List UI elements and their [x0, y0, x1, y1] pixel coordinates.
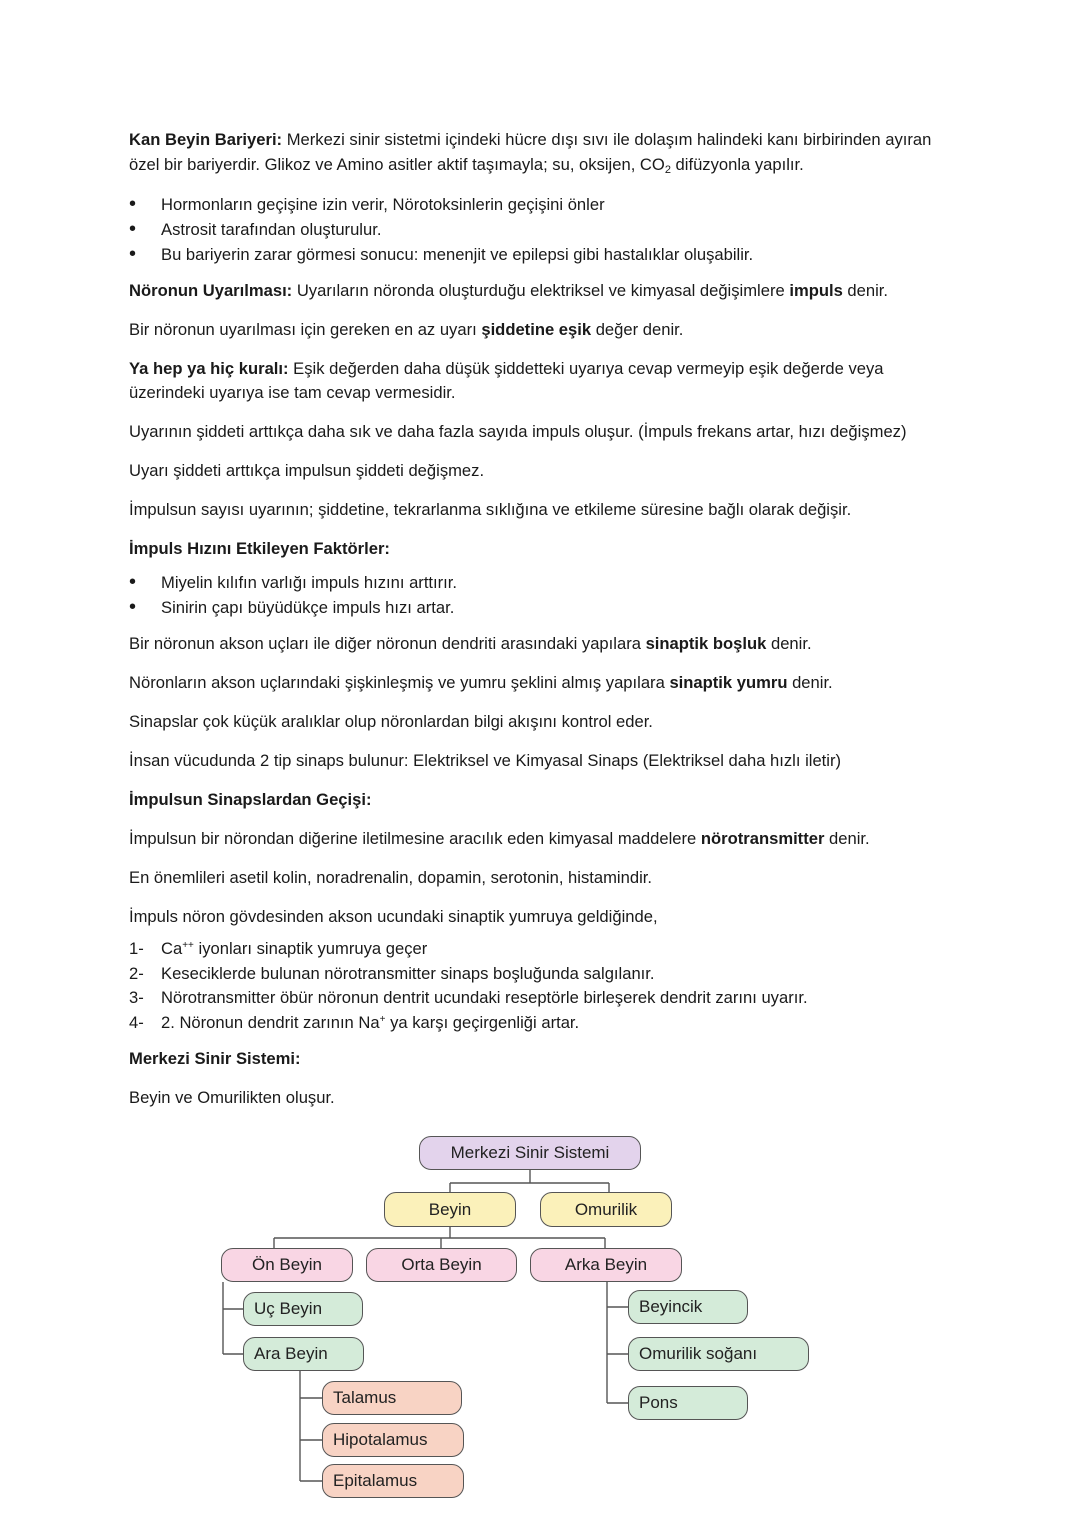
- kbb-paragraph: [129, 128, 959, 177]
- bosluk-paragraph: [129, 632, 959, 657]
- steps-list: [129, 937, 959, 1035]
- mss-title: Merkezi Sinir Sistemi:: [129, 1049, 301, 1068]
- hiz-title: İmpuls Hızını Etkileyen Faktörler:: [129, 539, 390, 558]
- node-mss: Merkezi Sinir Sistemi: [419, 1136, 641, 1170]
- list-item: • Hormonların geçişine izin verir, Nörotoksinlerin geçişini önler: [129, 192, 959, 217]
- node-epitalamus: Epitalamus: [322, 1464, 464, 1498]
- node-beyincik: Beyincik: [628, 1290, 748, 1324]
- mss-paragraph: Beyin ve Omurilikten oluşur.: [129, 1088, 335, 1107]
- yahep-paragraph: [129, 357, 959, 406]
- node-on-beyin: Ön Beyin: [221, 1248, 353, 1282]
- connector-beyin: [274, 1227, 605, 1248]
- list-item: [129, 962, 959, 987]
- bosluk-term: sinaptik boşluk: [645, 633, 767, 653]
- list-item: [129, 937, 959, 962]
- uyarilma-title: Nöronun Uyarılması:: [129, 280, 293, 300]
- node-pons: Pons: [628, 1386, 748, 1420]
- esik-post: değer denir.: [591, 319, 684, 339]
- list-item: [129, 986, 959, 1011]
- esik-term: şiddetine eşik: [481, 319, 592, 339]
- yumru-paragraph: [129, 671, 959, 696]
- bosluk-post: denir.: [766, 633, 812, 653]
- hiz-heading: [129, 537, 959, 562]
- step-text-end: ya karşı geçirgenliği artar.: [385, 1012, 580, 1032]
- list-item: • Miyelin kılıfın varlığı impuls hızını arttırır.: [129, 570, 959, 595]
- esik-pre: Bir nöronun uyarılması için gereken en az uyarı: [129, 319, 482, 339]
- node-omurilik-sogani: Omurilik soğanı: [628, 1337, 809, 1371]
- siddet-paragraph: Uyarı şiddeti arttıkça impulsun şiddeti değişmez.: [129, 461, 485, 480]
- step-text: Keseciklerde bulunan nörotransmitter sinaps boşluğunda salgılanır.: [161, 963, 655, 983]
- node-uc-beyin: Uç Beyin: [243, 1292, 363, 1326]
- node-orta-beyin: Orta Beyin: [366, 1248, 517, 1282]
- kbb-bullet-list: [129, 192, 959, 267]
- list-item: • Bu bariyerin zarar görmesi sonucu: menenjit ve epilepsi gibi hastalıklar oluşabilir.: [129, 242, 959, 267]
- impuls-term: impuls: [789, 280, 843, 300]
- yahep-title: Ya hep ya hiç kuralı:: [129, 358, 289, 378]
- list-item: • Astrosit tarafından oluşturulur.: [129, 217, 959, 242]
- step-number: 4-: [129, 1012, 144, 1032]
- onemli-paragraph: En önemlileri asetil kolin, noradrenalin, dopamin, serotonin, histamindir.: [129, 867, 652, 887]
- list-item: • Sinirin çapı büyüdükçe impuls hızı artar.: [129, 595, 959, 620]
- notro-post: denir.: [824, 828, 870, 848]
- connector-on-beyin: [223, 1282, 243, 1354]
- yumru-post: denir.: [787, 672, 833, 692]
- sayi-paragraph: İmpulsun sayısı uyarının; şiddetine, tekrarlanma sıklığına ve etkileme süresine bağlı olarak değişir.: [129, 500, 852, 519]
- kbb-text: Merkezi sinir sistetmi içindeki hücre dışı sıvı ile dolaşım halindeki kanı birbirinden ayıran özel bir bariyerdir. Glikoz ve Amino asitler aktif taşımayla; su, oksijen, CO: [129, 130, 932, 174]
- uyarilma-end: denir.: [842, 280, 889, 300]
- step-text-end: iyonları sinaptik yumruya geçer: [193, 939, 428, 958]
- bosluk-pre: Bir nöronun akson uçları ile diğer nöronun dendriti arasındaki yapılara: [129, 633, 646, 653]
- list-item: [129, 1011, 959, 1036]
- connector-ara-beyin: [300, 1371, 322, 1481]
- notro-paragraph: [129, 827, 959, 852]
- connector-arka-beyin: [607, 1282, 628, 1403]
- node-omurilik: Omurilik: [540, 1192, 672, 1227]
- step-superscript: ++: [182, 940, 194, 951]
- mss-heading: [129, 1047, 959, 1072]
- step-text: Ca: [161, 939, 183, 958]
- step-text: 2. Nöronun dendrit zarının Na: [161, 1012, 380, 1032]
- connector-root: [450, 1170, 609, 1192]
- document-body: [129, 128, 959, 1125]
- hiz-bullet-list: [129, 570, 959, 620]
- step-text: Nörotransmitter öbür nöronun dentrit ucundaki reseptörle birleşerek dendrit zarını uyarır.: [161, 988, 808, 1007]
- yahep-text: Eşik değerden daha düşük şiddetteki uyarıya cevap vermeyip eşik değerde veya üzerindeki uyarıya ise tam cevap vermesidir.: [129, 358, 884, 402]
- yumru-term: sinaptik yumru: [669, 672, 788, 692]
- node-arka-beyin: Arka Beyin: [530, 1248, 682, 1282]
- esik-paragraph: [129, 318, 959, 343]
- node-beyin: Beyin: [384, 1192, 516, 1227]
- frekans-paragraph: Uyarının şiddeti arttıkça daha sık ve daha fazla sayıda impuls oluşur. (İmpuls frekans artar, hızı değişmez): [129, 422, 907, 441]
- yumru-pre: Nöronların akson uçlarındaki şişkinleşmiş ve yumru şeklini almış yapılara: [129, 672, 670, 692]
- notro-pre: İmpulsun bir nörondan diğerine iletilmesine aracılık eden kimyasal maddelere: [129, 828, 701, 848]
- kbb-text-end: difüzyonla yapılır.: [670, 154, 804, 174]
- uyarilma-text: Uyarıların nöronda oluşturduğu elektriksel ve kimyasal değişimlere: [292, 280, 790, 300]
- co2-subscript: 2: [664, 163, 671, 176]
- govde-paragraph: İmpuls nöron gövdesinden akson ucundaki sinaptik yumruya geldiğinde,: [129, 906, 658, 926]
- step-number: 1-: [129, 939, 144, 958]
- step-number: 3-: [129, 988, 144, 1007]
- kbb-title: Kan Beyin Bariyeri:: [129, 130, 283, 149]
- node-ara-beyin: Ara Beyin: [243, 1337, 364, 1371]
- sinaps-paragraph: Sinapslar çok küçük aralıklar olup nöronlardan bilgi akışını kontrol eder.: [129, 711, 653, 731]
- notro-term: nörotransmitter: [700, 828, 825, 848]
- node-talamus: Talamus: [322, 1381, 462, 1415]
- uyarilma-paragraph: [129, 279, 959, 304]
- tip-paragraph: İnsan vücudunda 2 tip sinaps bulunur: Elektriksel ve Kimyasal Sinaps (Elektriksel daha hızlı iletir): [129, 750, 842, 770]
- step-number: 2-: [129, 963, 144, 983]
- node-hipotalamus: Hipotalamus: [322, 1423, 464, 1457]
- gecis-title: İmpulsun Sinapslardan Geçişi:: [129, 789, 372, 809]
- gecis-heading: [129, 788, 959, 813]
- step-superscript: +: [379, 1013, 386, 1025]
